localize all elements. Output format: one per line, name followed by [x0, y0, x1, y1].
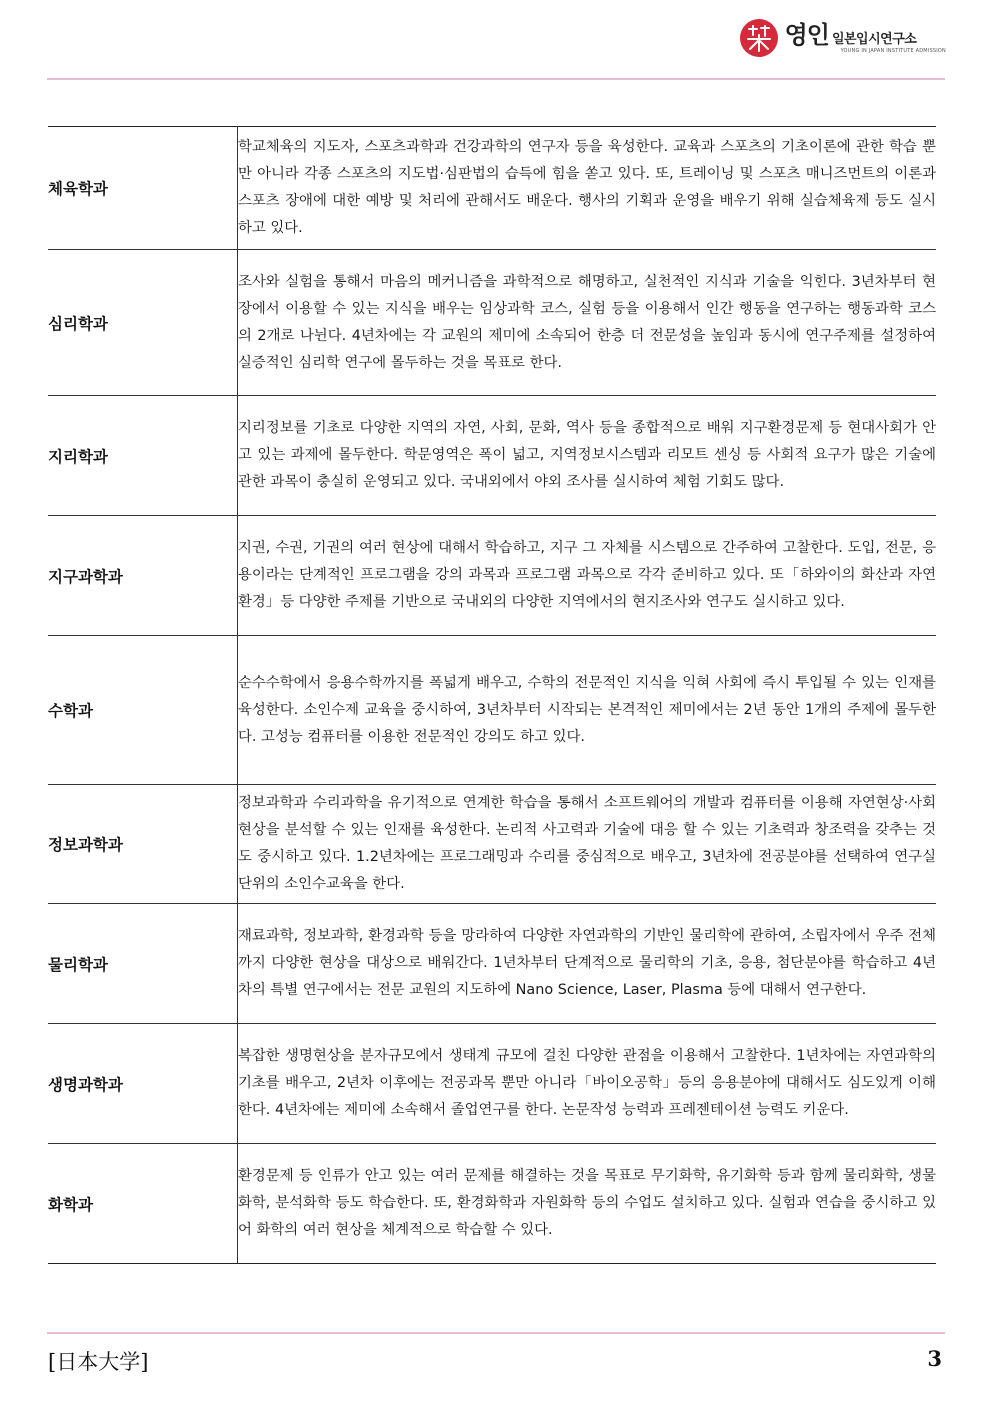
department-description: 학교체육의 지도자, 스포츠과학과 건강과학의 연구자 등을 육성한다. 교육과 스포츠의 기초이론에 관한 학습 뿐만 아니라 각종 스포츠의 지도법·심판법의 습득에 힘을 쏟고 있다. 또, 트레이닝 및 스포츠 매니즈먼트의 이론과 스포츠 장애에 대한 예방 및 처리에 관해서도 배운다. 행사의 기획과 운영을 배우기 위해 실습체육제 등도 실시하고 있다.	[238, 127, 937, 250]
department-name: 지리학과	[48, 396, 238, 516]
logo-org: 일본입시연구소	[831, 31, 917, 47]
department-table	[48, 126, 936, 1264]
table-row	[48, 785, 936, 904]
table-row	[48, 636, 936, 785]
department-description: 재료과학, 정보과학, 환경과학 등을 망라하여 다양한 자연과학의 기반인 물리학에 관하여, 소립자에서 우주 전체까지 다양한 현상을 대상으로 배워간다. 1년차부터 단계적으로 물리학의 기초, 응용, 첨단분야를 학습하고 4년차의 특별 연구에서는 전문 교원의 지도하에 Nano Science, Laser, Plasma 등에 대해서 연구한다.	[238, 904, 937, 1024]
department-description: 지리정보를 기초로 다양한 지역의 자연, 사회, 문화, 역사 등을 종합적으로 배워 지구환경문제 등 현대사회가 안고 있는 과제에 몰두한다. 학문영역은 폭이 넓고, 지역정보시스템과 리모트 센싱 등 사회적 요구가 많은 기술에 관한 과목이 충실히 운영되고 있다. 국내외에서 야외 조사를 실시하여 체험 기회도 많다.	[238, 396, 937, 516]
department-name: 화학과	[48, 1144, 238, 1264]
department-name: 생명과학과	[48, 1024, 238, 1144]
page-number: 3	[927, 1346, 942, 1371]
logo-name: 영인	[784, 20, 829, 49]
department-name: 지구과학과	[48, 516, 238, 636]
department-description: 조사와 실험을 통해서 마음의 메커니즘을 과학적으로 해명하고, 실천적인 지식과 기술을 익힌다. 3년차부터 현장에서 이용할 수 있는 지식을 배우는 임상과학 코스, 실험 등을 이용해서 인간 행동을 연구하는 행동과학 코스의 2개로 나뉜다. 4년차에는 각 교원의 제미에 소속되어 한층 더 전문성을 높임과 동시에 연구주제를 설정하여 실증적인 심리학 연구에 몰두하는 것을 목표로 한다.	[238, 250, 937, 396]
department-table-body	[48, 127, 936, 1264]
logo-english: YOUNG IN JAPAN INSTITUTE ADMISSION	[840, 47, 946, 54]
logo-text	[784, 20, 946, 54]
department-description: 복잡한 생명현상을 분자규모에서 생태계 규모에 걸친 다양한 관점을 이용해서 고찰한다. 1년차에는 자연과학의 기초를 배우고, 2년차 이후에는 전공과목 뿐만 아니라「바이오공학」등의 응용분야에 대해서도 심도있게 이해한다. 4년차에는 제미에 소속해서 졸업연구를 한다. 논문작성 능력과 프레젠테이션 능력도 키운다.	[238, 1024, 937, 1144]
department-description: 환경문제 등 인류가 안고 있는 여러 문제를 해결하는 것을 목표로 무기화학, 유기화학 등과 함께 물리화학, 생물화학, 분석화학 등도 학습한다. 또, 환경화학과 자원화학 등의 수업도 설치하고 있다. 실험과 연습을 중시하고 있어 화학의 여러 현상을 체계적으로 학습할 수 있다.	[238, 1144, 937, 1264]
table-row	[48, 127, 936, 250]
department-description: 지권, 수권, 기권의 여러 현상에 대해서 학습하고, 지구 그 자체를 시스템으로 간주하여 고찰한다. 도입, 전문, 응용이라는 단계적인 프로그램을 강의 과목과 프로그램 과목으로 각각 준비하고 있다. 또「하와이의 화산과 자연환경」등 다양한 주제를 기반으로 국내외의 다양한 지역에서의 현지조사와 연구도 실시하고 있다.	[238, 516, 937, 636]
department-name: 심리학과	[48, 250, 238, 396]
seal-icon	[739, 18, 779, 58]
department-name: 정보과학과	[48, 785, 238, 904]
department-name: 물리학과	[48, 904, 238, 1024]
table-row	[48, 396, 936, 516]
table-row	[48, 250, 936, 396]
department-name: 수학과	[48, 636, 238, 785]
footer-divider	[47, 1332, 945, 1334]
table-row	[48, 1024, 936, 1144]
header-logo	[739, 18, 946, 58]
header-divider	[47, 78, 945, 80]
department-name: 체육학과	[48, 127, 238, 250]
table-row	[48, 1144, 936, 1264]
department-description: 정보과학과 수리과학을 유기적으로 연계한 학습을 통해서 소프트웨어의 개발과 컴퓨터를 이용해 자연현상·사회현상을 분석할 수 있는 인재를 육성한다. 논리적 사고력과 기술에 대응 할 수 있는 기초력과 창조력을 갖추는 것도 중시하고 있다. 1.2년차에는 프로그래밍과 수리를 중심적으로 배우고, 3년차에 전공분야를 선택하여 연구실 단위의 소인수교육을 한다.	[238, 785, 937, 904]
table-row	[48, 516, 936, 636]
table-row	[48, 904, 936, 1024]
department-description: 순수수학에서 응용수학까지를 폭넓게 배우고, 수학의 전문적인 지식을 익혀 사회에 즉시 투입될 수 있는 인재를 육성한다. 소인수제 교육을 중시하여, 3년차부터 시작되는 본격적인 제미에서는 2년 동안 1개의 주제에 몰두한다. 고성능 컴퓨터를 이용한 전문적인 강의도 하고 있다.	[238, 636, 937, 785]
footer-university: [日本大学]	[48, 1350, 149, 1374]
